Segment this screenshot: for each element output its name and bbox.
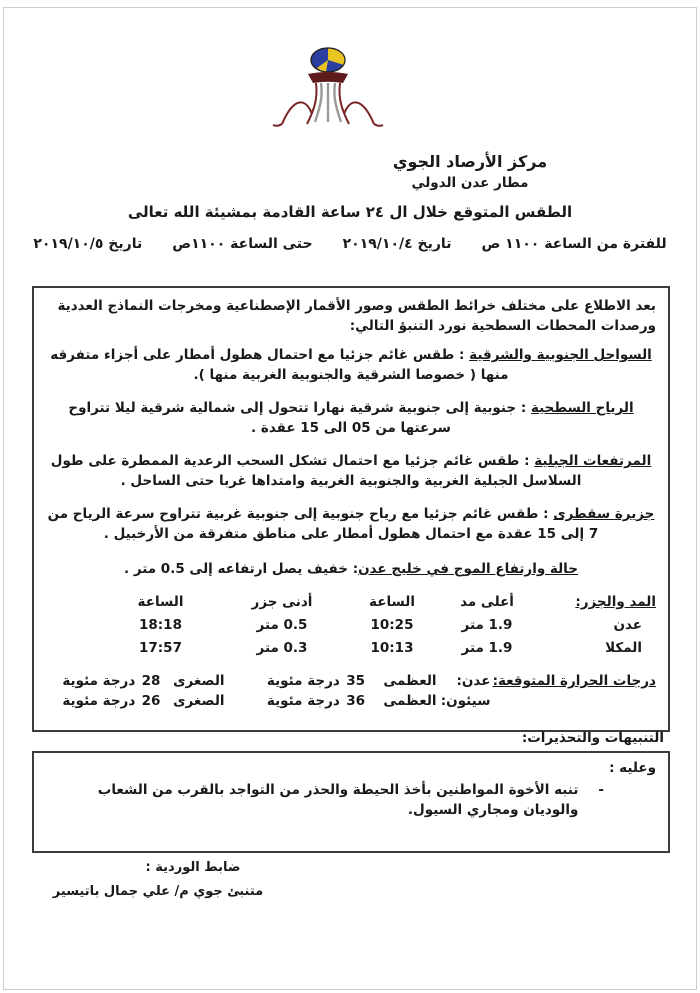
section-waves	[46, 559, 656, 579]
tide-row-mukalla-low: 0.3 متر	[256, 640, 308, 656]
report-title: الطقس المتوقع خلال ال ٢٤ ساعة القادمة بمشيئة الله تعالى	[127, 203, 573, 221]
officer-role-label: ضابط الوردية :	[145, 860, 241, 875]
tides-col-low: أدنى جزر	[251, 594, 313, 610]
temp-aden-city: عدن:	[456, 673, 491, 689]
temp-seiyun-min-label: الصغرى	[173, 693, 225, 709]
section-coasts-text: : طقس غائم جزئيا مع احتمال هطول أمطار على أجزاء متفرقه منها ( خصوصا الشرقية والجنوبية الغربية منها ).	[50, 347, 509, 383]
tides-col-time2: الساعة	[137, 594, 184, 610]
tide-row-mukalla-low-time: 17:57	[139, 640, 182, 656]
tide-row-aden-high: 1.9 متر	[461, 617, 513, 633]
alerts-box	[32, 751, 670, 853]
period-date-until: تاريخ ٢٠١٩/١٠/٥	[33, 236, 143, 252]
section-surface-winds	[46, 398, 656, 438]
signature-block	[52, 856, 264, 904]
tide-row-aden-low-time: 18:18	[139, 617, 182, 633]
section-socotra	[46, 504, 656, 544]
tides-label: المد والجزر:	[575, 594, 656, 610]
temp-aden-min-value: 28	[141, 673, 161, 689]
temp-seiyun-min-value: 26	[141, 693, 161, 709]
alerts-lead: وعليه :	[609, 760, 656, 776]
temp-seiyun-min-unit: درجة مئوية	[62, 693, 136, 709]
section-waves-text: : خفيف يصل ارتفاعه إلى 0.5 متر .	[124, 561, 359, 577]
section-waves-label: حالة وارتفاع الموج في خليج عدن	[358, 561, 578, 577]
tide-row-aden-high-time: 10:25	[370, 617, 414, 633]
temperature-row-seiyun	[46, 691, 656, 711]
temperatures-block	[46, 671, 656, 711]
tide-row-mukalla-city: المكلا	[605, 640, 642, 656]
tower-body-icon	[315, 83, 341, 122]
tides-col-time1: الساعة	[369, 594, 415, 610]
section-socotra-label: جزيرة سقطرى	[553, 506, 655, 522]
forecast-intro: بعد الاطلاع على مختلف خرائط الطقس وصور الأقمار الإصطناعية ومخرجات النماذج العددية ورصدات المحطات السطحية نورد التنبؤ التالي:	[57, 298, 656, 334]
section-highlands	[46, 451, 656, 491]
period-until: حتى الساعة ١١٠٠ص	[172, 236, 313, 252]
temp-aden-max-label: العظمى	[383, 673, 437, 689]
section-highlands-label: المرتفعات الجبلية	[534, 453, 652, 469]
temp-aden-min-unit: درجة مئوية	[62, 673, 136, 689]
temp-seiyun-max-value: 36	[346, 693, 366, 709]
section-highlands-text: : طقس غائم جزئيا مع احتمال تشكل السحب الرعدية الممطرة على طول السلاسل الجبلية الغربية والجنوبية الغربية وامتداها غربا حتى الساحل .	[50, 453, 582, 489]
org-name: مركز الأرصاد الجوي	[392, 152, 548, 171]
section-socotra-text: : طقس غائم جزئيا مع رياح جنوبية إلى جنوبية غربية تتراوح سرعة الرياح من 7 إلى 15 عقدة مع احتمال هطول أمطار على مناطق متفرقة من الأرخبيل .	[47, 506, 599, 542]
temperature-row-aden	[46, 671, 656, 691]
alerts-heading: التنبيهات والتحذيرات:	[521, 730, 664, 746]
tide-row-mukalla-high: 1.9 متر	[461, 640, 513, 656]
tide-row-aden-city: عدن	[613, 617, 642, 633]
section-coasts	[46, 345, 656, 385]
org-header	[360, 152, 580, 194]
temp-aden-min-label: الصغرى	[173, 673, 225, 689]
org-subtitle: مطار عدن الدولي	[411, 175, 529, 191]
tower-cap-shape	[308, 72, 348, 83]
alert-item-dash: -	[598, 782, 604, 798]
tide-row-mukalla-high-time: 10:13	[370, 640, 414, 656]
period-line	[0, 236, 700, 252]
period-date-from: تاريخ ٢٠١٩/١٠/٤	[342, 236, 452, 252]
section-surface-winds-label: الرياح السطحية	[530, 400, 634, 416]
section-surface-winds-text: : جنوبية إلى جنوبية شرقية نهارا تتحول إلى شمالية شرقية ليلا تتراوح سرعتها من 05 الى 15 عقدة .	[68, 400, 531, 436]
globe-icon	[311, 48, 346, 72]
aden-airport-logo	[270, 44, 390, 140]
tides-col-high: أعلى مد	[460, 594, 514, 610]
alert-item	[46, 780, 656, 820]
officer-name: متنبئ جوي م/ علي جمال باتيسير	[52, 884, 264, 899]
temp-seiyun-max-unit: درجة مئوية	[266, 693, 340, 709]
tide-row-aden-low: 0.5 متر	[256, 617, 308, 633]
temp-aden-max-value: 35	[346, 673, 366, 689]
alert-item-text: تنبه الأخوة المواطنين بأخذ الحيطة والحذر من التواجد بالقرب من الشعاب والوديان ومجاري السيول.	[97, 782, 579, 818]
section-coasts-label: السواحل الجنوبية والشرقية	[469, 347, 652, 363]
tides-table	[46, 592, 656, 658]
temp-seiyun-max-label: العظمى	[383, 693, 437, 709]
temp-seiyun-city: سيئون:	[440, 693, 491, 709]
forecast-box	[32, 286, 670, 732]
temperatures-label: درجات الحرارة المتوقعة:	[492, 673, 656, 689]
airport-tower-logo-icon	[270, 44, 390, 140]
period-from: للفترة من الساعة ١١٠٠ ص	[481, 236, 667, 252]
temp-aden-max-unit: درجة مئوية	[266, 673, 340, 689]
